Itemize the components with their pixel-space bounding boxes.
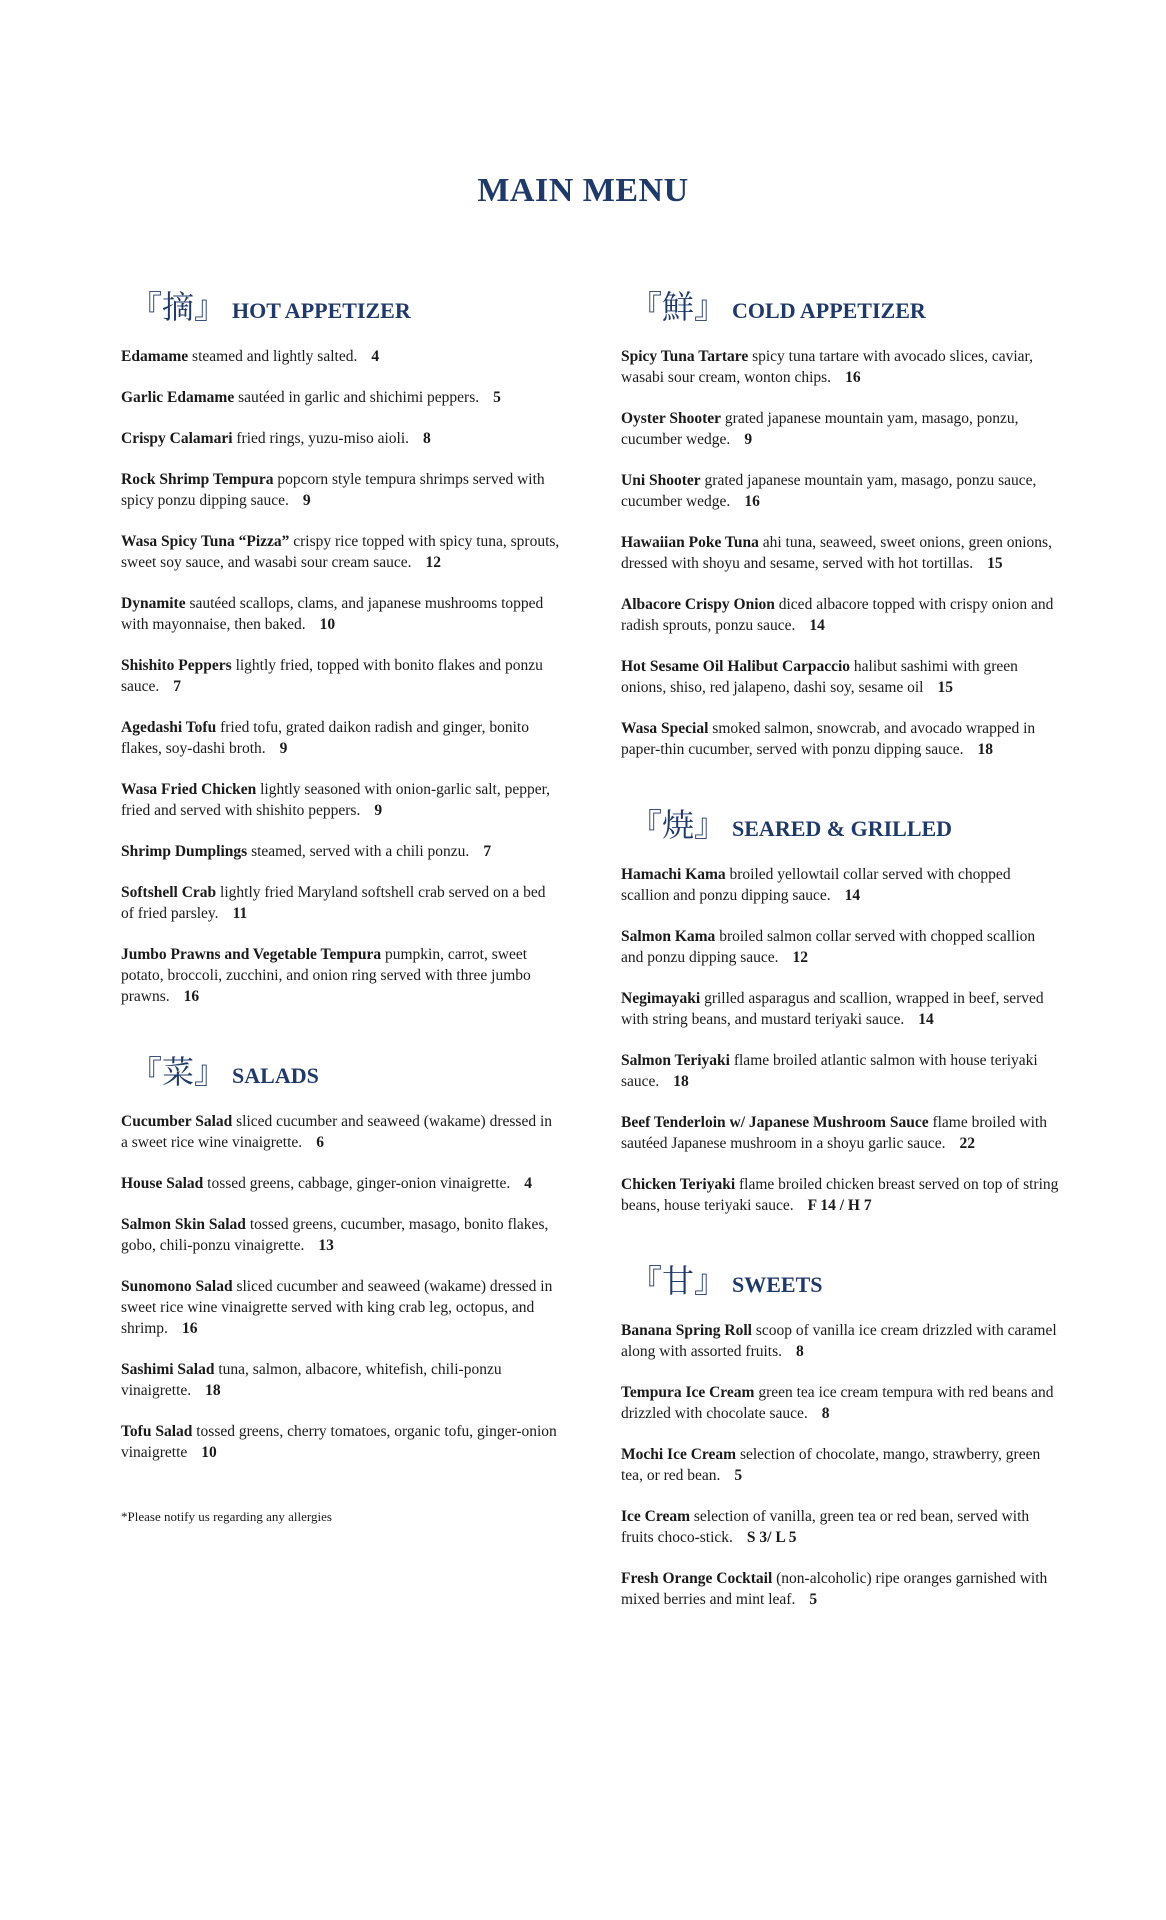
menu-item-description: smoked salmon, snowcrab, and avocado wrapped in paper-thin cucumber, served with ponzu dipping sauce. (621, 720, 1036, 758)
menu-item (621, 594, 1061, 636)
menu-item-name: Shrimp Dumplings (121, 843, 248, 860)
menu-item-description: broiled salmon collar served with chopped scallion and ponzu dipping sauce. (621, 928, 1036, 966)
menu-item-price: 9 (302, 492, 311, 509)
section-salads-header (130, 1053, 561, 1091)
menu-item-name: Wasa Spicy Tuna “Pizza” (121, 533, 290, 550)
menu-item-name: Chicken Teriyaki (621, 1176, 736, 1193)
menu-item-description: lightly fried, topped with bonito flakes and ponzu sauce. (121, 657, 543, 695)
menu-item-description: sautéed scallops, clams, and japanese mushrooms topped with mayonnaise, then baked. (121, 595, 544, 633)
menu-item-description: (non-alcoholic) ripe oranges garnished with mixed berries and mint leaf. (621, 1570, 1048, 1608)
menu-item (621, 346, 1061, 388)
menu-item-name: Cucumber Salad (121, 1113, 233, 1130)
menu-item (121, 1359, 561, 1401)
menu-item (621, 718, 1061, 760)
menu-item-description: scoop of vanilla ice cream drizzled with caramel along with assorted fruits. (621, 1322, 1057, 1360)
section-salads (121, 1111, 561, 1463)
menu-item-price: 16 (181, 1320, 198, 1337)
left-column (121, 288, 561, 1525)
menu-item-price: 15 (937, 679, 953, 696)
page-title: MAIN MENU (477, 172, 689, 209)
menu-item-price: 11 (232, 905, 248, 922)
menu-item (621, 1320, 1061, 1362)
menu-item-description: flame broiled with sautéed Japanese mushroom in a shoyu garlic sauce. (621, 1114, 1047, 1152)
menu-item-name: Agedashi Tofu (121, 719, 217, 736)
menu-item-name: Fresh Orange Cocktail (621, 1570, 773, 1587)
menu-item (121, 717, 561, 759)
menu-item-name: Dynamite (121, 595, 186, 612)
menu-item-price: 4 (524, 1175, 533, 1192)
menu-item-price: 18 (977, 741, 994, 758)
menu-item-name: Albacore Crispy Onion (621, 596, 775, 613)
section-glyph: 『摘』 (130, 288, 227, 326)
menu-item-price: 8 (423, 430, 431, 447)
menu-item (621, 470, 1061, 512)
menu-item-price: 5 (809, 1591, 818, 1608)
menu-item-name: Salmon Teriyaki (621, 1052, 730, 1069)
menu-item-price: 9 (374, 802, 383, 819)
section-title: COLD APPETIZER (732, 298, 926, 323)
menu-item-price: F 14 / H 7 (807, 1197, 872, 1214)
menu-item-price: 16 (744, 493, 760, 510)
menu-item-description: sautéed in garlic and shichimi peppers. (238, 389, 480, 406)
menu-item-price: 10 (201, 1444, 217, 1461)
menu-item-description: selection of chocolate, mango, strawberry, green tea, or red bean. (621, 1446, 1041, 1484)
menu-item-description: diced albacore topped with crispy onion and radish sprouts, ponzu sauce. (621, 596, 1054, 634)
menu-item-name: Negimayaki (621, 990, 701, 1007)
menu-item-price: 14 (918, 1011, 934, 1028)
menu-item-name: Crispy Calamari (121, 430, 233, 447)
menu-item (121, 531, 561, 573)
menu-item-name: House Salad (121, 1175, 204, 1192)
menu-item (121, 1173, 561, 1194)
menu-item-price: 14 (844, 887, 861, 904)
menu-item (621, 1050, 1061, 1092)
menu-item (621, 926, 1061, 968)
section-glyph: 『焼』 (630, 806, 727, 844)
section-title: HOT APPETIZER (232, 298, 411, 323)
menu-item (121, 944, 561, 1007)
menu-item-name: Hot Sesame Oil Halibut Carpaccio (621, 658, 851, 675)
menu-item-name: Ice Cream (621, 1508, 691, 1525)
menu-item-name: Rock Shrimp Tempura (121, 471, 274, 488)
menu-item (121, 593, 561, 635)
menu-item-name: Mochi Ice Cream (621, 1446, 737, 1463)
menu-item (121, 428, 561, 449)
menu-item-name: Spicy Tuna Tartare (621, 348, 749, 365)
menu-item (121, 346, 561, 367)
menu-item-price: 12 (425, 554, 442, 571)
menu-item (621, 1444, 1061, 1486)
section-cold-appetizer-header (630, 288, 1061, 326)
section-seared-grilled (621, 864, 1061, 1216)
section-hot-appetizer-header (130, 288, 561, 326)
menu-item-description: flame broiled atlantic salmon with house teriyaki sauce. (621, 1052, 1038, 1090)
menu-item (621, 656, 1061, 698)
menu-item (121, 1276, 561, 1339)
menu-item-description: popcorn style tempura shrimps served with spicy ponzu dipping sauce. (121, 471, 545, 509)
menu-item (621, 988, 1061, 1030)
menu-item (121, 1111, 561, 1153)
menu-item (621, 1174, 1061, 1216)
menu-item (121, 882, 561, 924)
menu-item-price: S 3/ L 5 (746, 1529, 797, 1546)
menu-item-price: 14 (809, 617, 825, 634)
menu-item-name: Sunomono Salad (121, 1278, 233, 1295)
menu-item-name: Beef Tenderloin w/ Japanese Mushroom Sauce (621, 1114, 929, 1131)
menu-item-name: Wasa Fried Chicken (121, 781, 257, 798)
section-glyph: 『甘』 (630, 1262, 727, 1300)
section-sweets (621, 1320, 1061, 1610)
menu-item-description: broiled yellowtail collar served with chopped scallion and ponzu dipping sauce. (621, 866, 1011, 904)
menu-item (121, 1214, 561, 1256)
menu-item (621, 1382, 1061, 1424)
menu-item-name: Hamachi Kama (621, 866, 726, 883)
menu-item-description: fried rings, yuzu-miso aioli. (236, 430, 410, 447)
menu-item-price: 10 (319, 616, 336, 633)
menu-item-description: fried tofu, grated daikon radish and ginger, bonito flakes, soy-dashi broth. (121, 719, 529, 757)
menu-item-price: 7 (173, 678, 182, 695)
menu-item (121, 655, 561, 697)
section-sweets-header (630, 1262, 1061, 1300)
menu-item-price: 9 (744, 431, 753, 448)
section-hot-appetizer (121, 346, 561, 1007)
menu-item-price: 7 (483, 843, 492, 860)
menu-item-name: Garlic Edamame (121, 389, 235, 406)
section-title: SWEETS (732, 1272, 823, 1297)
menu-item-price: 18 (673, 1073, 689, 1090)
menu-item (621, 864, 1061, 906)
menu-item (121, 841, 561, 862)
allergy-note: *Please notify us regarding any allergies (121, 1509, 332, 1524)
menu-item-price: 12 (792, 949, 809, 966)
menu-item-description: sliced cucumber and seaweed (wakame) dressed in sweet rice wine vinaigrette served with king crab leg, octopus, and shrimp. (121, 1278, 553, 1337)
menu-item (621, 1568, 1061, 1610)
menu-item-description: tossed greens, cherry tomatoes, organic tofu, ginger-onion vinaigrette (121, 1423, 557, 1461)
menu-item-name: Wasa Special (621, 720, 709, 737)
right-column (621, 288, 1061, 1630)
menu-item (121, 1421, 561, 1463)
menu-item-description: green tea ice cream tempura with red beans and drizzled with chocolate sauce. (621, 1384, 1054, 1422)
menu-item-name: Salmon Skin Salad (121, 1216, 246, 1233)
menu-item-description: grilled asparagus and scallion, wrapped in beef, served with string beans, and mustard teriyaki sauce. (621, 990, 1044, 1028)
menu-item-description: tossed greens, cabbage, ginger-onion vinaigrette. (207, 1175, 511, 1192)
menu-item (621, 408, 1061, 450)
menu-item-description: crispy rice topped with spicy tuna, sprouts, sweet soy sauce, and wasabi sour cream sauce. (121, 533, 560, 571)
menu-item-price: 8 (796, 1343, 804, 1360)
menu-item-price: 16 (845, 369, 861, 386)
menu-item (621, 532, 1061, 574)
section-glyph: 『鮮』 (630, 288, 727, 326)
menu-item (621, 1506, 1061, 1548)
menu-item-name: Uni Shooter (621, 472, 701, 489)
menu-item-description: steamed and lightly salted. (192, 348, 358, 365)
menu-item (121, 387, 561, 408)
menu-item-name: Tempura Ice Cream (621, 1384, 755, 1401)
menu-item-name: Banana Spring Roll (621, 1322, 752, 1339)
menu-item-description: grated japanese mountain yam, masago, ponzu sauce, cucumber wedge. (621, 472, 1037, 510)
menu-item-name: Sashimi Salad (121, 1361, 215, 1378)
menu-item-price: 16 (183, 988, 200, 1005)
menu-item-description: lightly seasoned with onion-garlic salt, pepper, fried and served with shishito peppers. (121, 781, 551, 819)
menu-item-description: ahi tuna, seaweed, sweet onions, green onions, dressed with shoyu and sesame, served with hot tortillas. (621, 534, 1052, 572)
menu-item-price: 5 (493, 389, 501, 406)
menu-item-price: 22 (959, 1135, 976, 1152)
menu-item (621, 1112, 1061, 1154)
menu-item-price: 6 (316, 1134, 324, 1151)
menu-item-name: Hawaiian Poke Tuna (621, 534, 759, 551)
menu-item-name: Oyster Shooter (621, 410, 722, 427)
menu-item (121, 469, 561, 511)
menu-item-description: lightly fried Maryland softshell crab served on a bed of fried parsley. (121, 884, 546, 922)
menu-item-name: Edamame (121, 348, 189, 365)
menu-item-description: halibut sashimi with green onions, shiso, red jalapeno, dashi soy, sesame oil (621, 658, 1018, 696)
menu-item-price: 15 (987, 555, 1003, 572)
menu-item-price: 18 (205, 1382, 221, 1399)
menu-item-name: Jumbo Prawns and Vegetable Tempura (121, 946, 382, 963)
menu-item-price: 9 (279, 740, 288, 757)
menu-item-description: sliced cucumber and seaweed (wakame) dressed in a sweet rice wine vinaigrette. (121, 1113, 553, 1151)
menu-item-name: Salmon Kama (621, 928, 716, 945)
section-glyph: 『菜』 (130, 1053, 227, 1091)
section-title: SALADS (232, 1063, 319, 1088)
menu-item-description: grated japanese mountain yam, masago, ponzu, cucumber wedge. (621, 410, 1019, 448)
menu-item-description: tuna, salmon, albacore, whitefish, chili-ponzu vinaigrette. (121, 1361, 502, 1399)
menu-item-price: 13 (318, 1237, 334, 1254)
menu-item (121, 779, 561, 821)
menu-item-description: pumpkin, carrot, sweet potato, broccoli, zucchini, and onion ring served with three jumbo prawns. (121, 946, 531, 1005)
menu-item-name: Tofu Salad (121, 1423, 193, 1440)
menu-item-price: 8 (821, 1405, 830, 1422)
section-title: SEARED & GRILLED (732, 816, 953, 841)
menu-item-description: selection of vanilla, green tea or red bean, served with fruits choco-stick. (621, 1508, 1030, 1546)
menu-item-price: 4 (371, 348, 380, 365)
section-cold-appetizer (621, 346, 1061, 760)
section-seared-grilled-header (630, 806, 1061, 844)
menu-item-description: tossed greens, cucumber, masago, bonito flakes, gobo, chili-ponzu vinaigrette. (121, 1216, 549, 1254)
menu-item-name: Shishito Peppers (121, 657, 232, 674)
menu-item-description: spicy tuna tartare with avocado slices, caviar, wasabi sour cream, wonton chips. (621, 348, 1033, 386)
menu-item-description: steamed, served with a chili ponzu. (251, 843, 470, 860)
menu-item-description: flame broiled chicken breast served on top of string beans, house teriyaki sauce. (621, 1176, 1059, 1214)
menu-item-price: 5 (734, 1467, 743, 1484)
menu-item-name: Softshell Crab (121, 884, 217, 901)
